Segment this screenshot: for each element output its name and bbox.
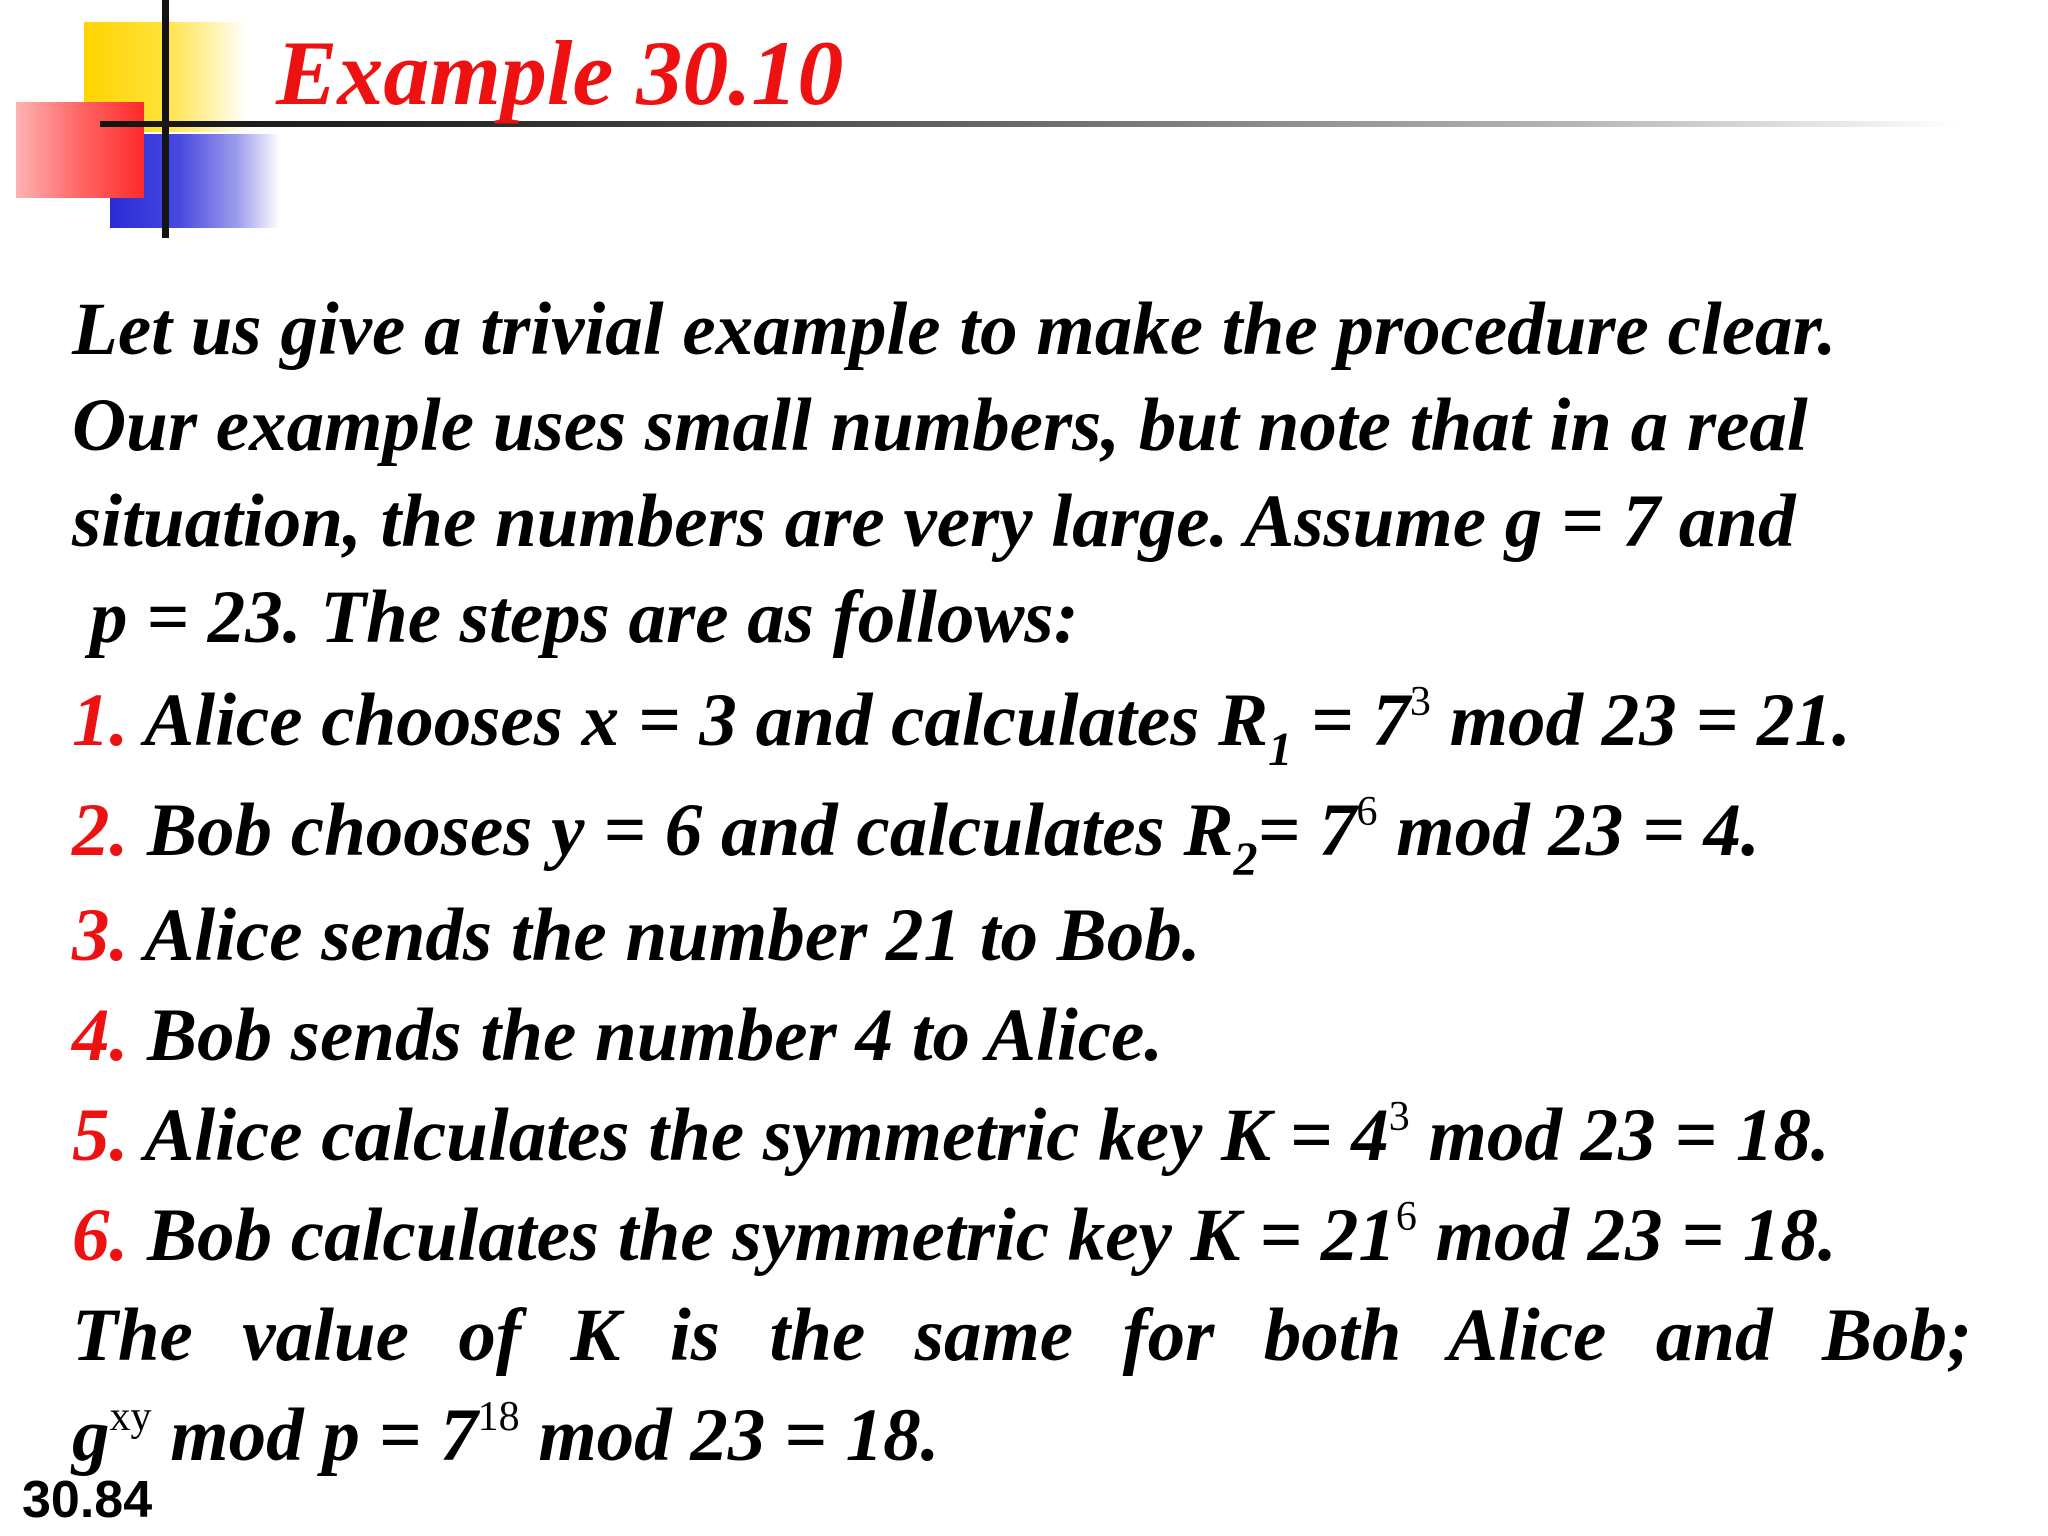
superscript: xy bbox=[109, 1394, 152, 1440]
intro-line-4: p = 23. The steps are as follows: bbox=[90, 576, 1079, 659]
superscript: 6 bbox=[1395, 1194, 1417, 1240]
conclusion-line-1: The value of K is the same for both Alice and Bob; bbox=[72, 1294, 1972, 1377]
superscript: 18 bbox=[477, 1394, 520, 1440]
slide-number: 30.84 bbox=[22, 1471, 153, 1529]
step-4 bbox=[72, 986, 1972, 1086]
step-number: 5. bbox=[72, 1094, 129, 1177]
intro-line-1: Let us give a trivial example to make the procedure clear. bbox=[72, 288, 1837, 371]
step-number: 3. bbox=[72, 894, 129, 977]
step-text: Alice sends the number 21 to Bob. bbox=[128, 894, 1201, 977]
step-3 bbox=[72, 886, 1972, 986]
intro-line-2: Our example uses small numbers, but note that in a real bbox=[72, 384, 1808, 467]
step-number: 6. bbox=[72, 1194, 129, 1277]
conclusion-line-2 bbox=[72, 1386, 1972, 1486]
decorative-red-square bbox=[16, 102, 144, 198]
slide-title: Example 30.10 bbox=[276, 22, 844, 124]
step-text-tail: mod 23 = 18. bbox=[1416, 1194, 1837, 1277]
step-1 bbox=[72, 666, 1972, 776]
superscript: 3 bbox=[1388, 1094, 1410, 1140]
step-text: Bob calculates the symmetric key K = 21 bbox=[128, 1194, 1396, 1277]
formula-base: g bbox=[72, 1394, 110, 1477]
step-text-mid: = 7 bbox=[1257, 789, 1357, 872]
formula-tail: mod 23 = 18. bbox=[519, 1394, 940, 1477]
step-text-tail: mod 23 = 4. bbox=[1377, 789, 1760, 872]
intro-line-3: situation, the numbers are very large. Assume g = 7 and bbox=[72, 480, 1796, 563]
step-text-tail: mod 23 = 18. bbox=[1409, 1094, 1830, 1177]
decorative-vertical-line bbox=[162, 0, 169, 238]
step-2 bbox=[72, 776, 1972, 886]
step-text: Alice calculates the symmetric key K = 4 bbox=[128, 1094, 1389, 1177]
subscript: 2 bbox=[1233, 833, 1258, 886]
step-number: 2. bbox=[72, 789, 129, 872]
step-text: Bob sends the number 4 to Alice. bbox=[128, 994, 1164, 1077]
step-5 bbox=[72, 1086, 1972, 1186]
step-number: 4. bbox=[72, 994, 129, 1077]
step-text: Bob chooses y = 6 and calculates R bbox=[128, 789, 1234, 872]
step-number: 1. bbox=[72, 679, 129, 762]
step-text-tail: mod 23 = 21. bbox=[1430, 679, 1851, 762]
formula-mid: mod p = 7 bbox=[151, 1394, 478, 1477]
step-text-mid: = 7 bbox=[1292, 679, 1410, 762]
step-6 bbox=[72, 1186, 1972, 1286]
slide-body bbox=[72, 282, 1972, 1486]
step-text: Alice chooses x = 3 and calculates R bbox=[128, 679, 1269, 762]
superscript: 3 bbox=[1409, 679, 1431, 725]
subscript: 1 bbox=[1268, 723, 1293, 776]
superscript: 6 bbox=[1356, 789, 1378, 835]
